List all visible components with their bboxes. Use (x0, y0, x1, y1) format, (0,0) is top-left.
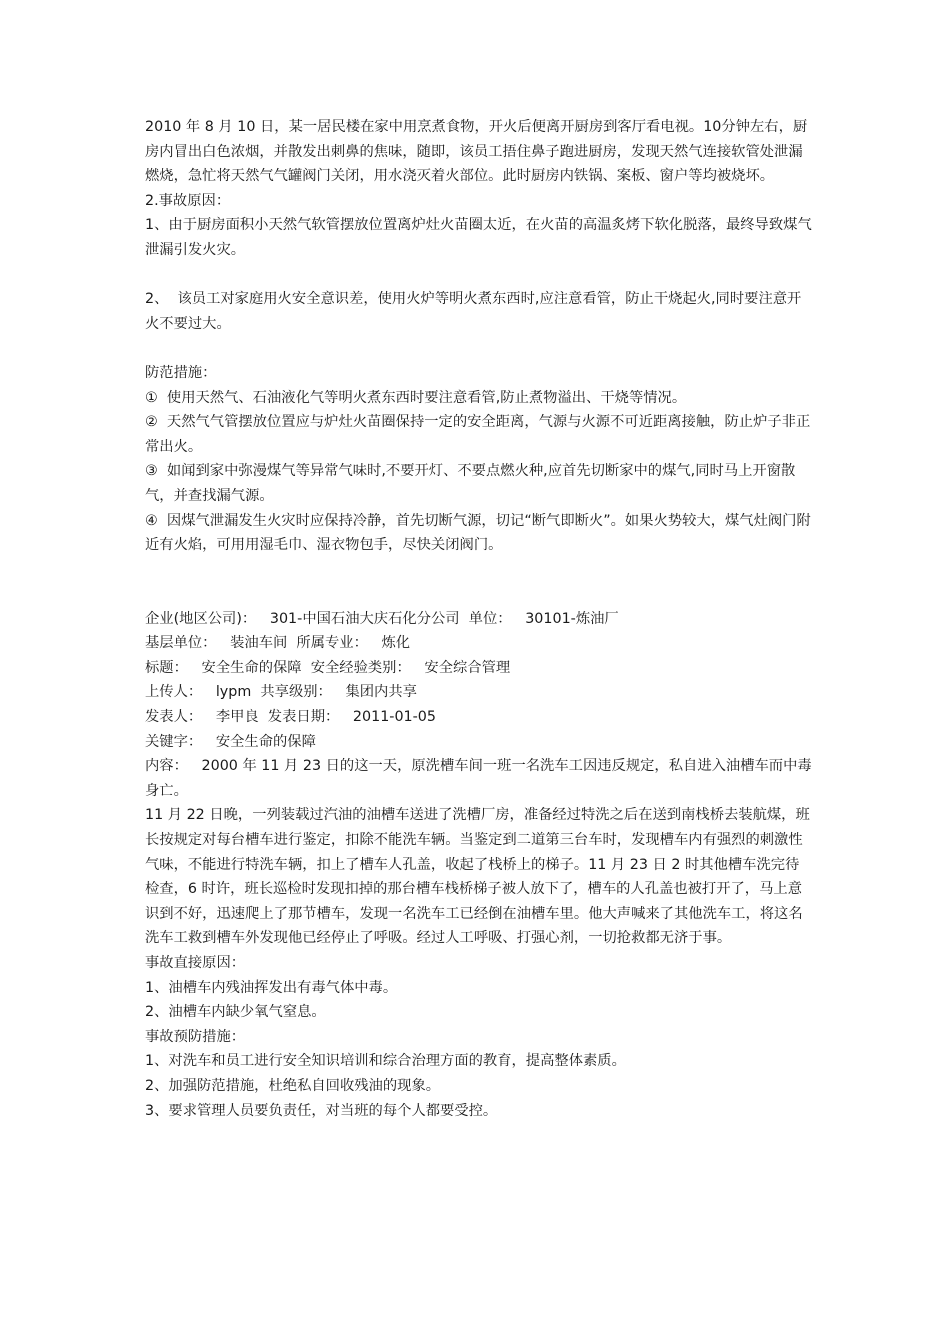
measures-heading: 防范措施： (145, 364, 217, 381)
prevention-item-3: 3、要求管理人员要负责任，对当班的每个人都要受控。 (145, 1102, 498, 1119)
meta-unit: 基层单位： 装油车间 所属专业： 炼化 (145, 635, 411, 652)
cause-item-1: 1、由于厨房面积小天然气软管摆放位置离炉灶火苗圈太近，在火苗的高温炙烤下软化脱落，最终导致煤气泄漏引发火灾。 (145, 217, 812, 258)
document-page (145, 115, 813, 1123)
measure-item-1: ① 使用天然气、石油液化气等明火煮东西时要注意看管,防止煮物溢出、干烧等情况。 (145, 389, 687, 406)
measure-item-2: ② 天然气气管摆放位置应与炉灶火苗圈保持一定的安全距离，气源与火源不可近距离接触，防止炉子非正常出火。 (145, 414, 811, 455)
prevention-item-2: 2、加强防范措施，杜绝私自回收残油的现象。 (145, 1077, 441, 1094)
direct-cause-item-2: 2、油槽车内缺少氧气窒息。 (145, 1004, 326, 1021)
meta-title: 标题： 安全生命的保障 安全经验类别： 安全综合管理 (145, 659, 511, 676)
direct-cause-heading: 事故直接原因： (145, 955, 246, 971)
cause-heading: 2.事故原因： (145, 192, 231, 209)
meta-uploader: 上传人： lypm 共享级别： 集团内共享 (145, 684, 417, 701)
measure-item-4: ④ 因煤气泄漏发生火灾时应保持冷静，首先切断气源，切记“断气即断火”。如果火势较大，煤气灶阀门附近有火焰，可用用湿毛巾、湿衣物包手，尽快关闭阀门。 (145, 512, 811, 554)
content-paragraph-1: 内容： 2000 年 11 月 23 日的这一天，原洗槽车间一班一名洗车工因违反规定，私自进入油槽车而中毒身亡。 (145, 758, 812, 799)
cause-item-2: 2、 该员工对家庭用火安全意识差，使用火炉等明火煮东西时,应注意看管，防止干烧起火,同时要注意开火不要过大。 (145, 291, 802, 332)
meta-enterprise: 企业(地区公司)： 301-中国石油大庆石化分公司 单位： 30101-炼油厂 (145, 610, 619, 627)
prevention-heading: 事故预防措施： (145, 1028, 246, 1045)
meta-keywords: 关键字： 安全生命的保障 (145, 733, 316, 750)
measure-item-3: ③ 如闻到家中弥漫煤气等异常气味时,不要开灯、不要点燃火种,应首先切断家中的煤气,同时马上开窗散气，并查找漏气源。 (145, 463, 796, 504)
content-paragraph-2: 11 月 22 日晚，一列装载过汽油的油槽车送进了洗槽厂房，准备经过特洗之后在送到南栈桥去装航煤，班长按规定对每台槽车进行鉴定，扣除不能洗车辆。当鉴定到二道第三台车时，发现槽车内有强烈的刺激性气味，不能进行特洗车辆，扣上了槽车人孔盖，收起了栈桥上的梯子。11 月 23 日 2 时其他槽车洗完待检查，6 时许，班长巡检时发现扣掉的那台槽车栈桥梯子被人放下了，槽车的人孔盖也被打开了，马上意识到不好，迅速爬上了那节槽车，发现一名洗车工已经倒在油槽车里。他大声喊来了其他洗车工，将这名洗车工救到槽车外发现他已经停止了呼吸。经过人工呼吸、打强心剂，一切抢救都无济于事。 (145, 807, 810, 947)
direct-cause-item-1: 1、油槽车内残油挥发出有毒气体中毒。 (145, 979, 398, 996)
meta-publisher: 发表人： 李甲良 发表日期： 2011-01-05 (145, 709, 437, 726)
incident-intro-paragraph: 2010 年 8 月 10 日，某一居民楼在家中用烹煮食物，开火后便离开厨房到客厅看电视。10分钟左右，厨房内冒出白色浓烟，并散发出刺鼻的焦味，随即，该员工捂住鼻子跑进厨房，发现天然气连接软管处泄漏燃烧，急忙将天然气气罐阀门关闭，用水浇灭着火部位。此时厨房内铁锅、案板、窗户等均被烧坏。 (145, 119, 808, 185)
prevention-item-1: 1、对洗车和员工进行安全知识培训和综合治理方面的教育，提高整体素质。 (145, 1053, 626, 1070)
